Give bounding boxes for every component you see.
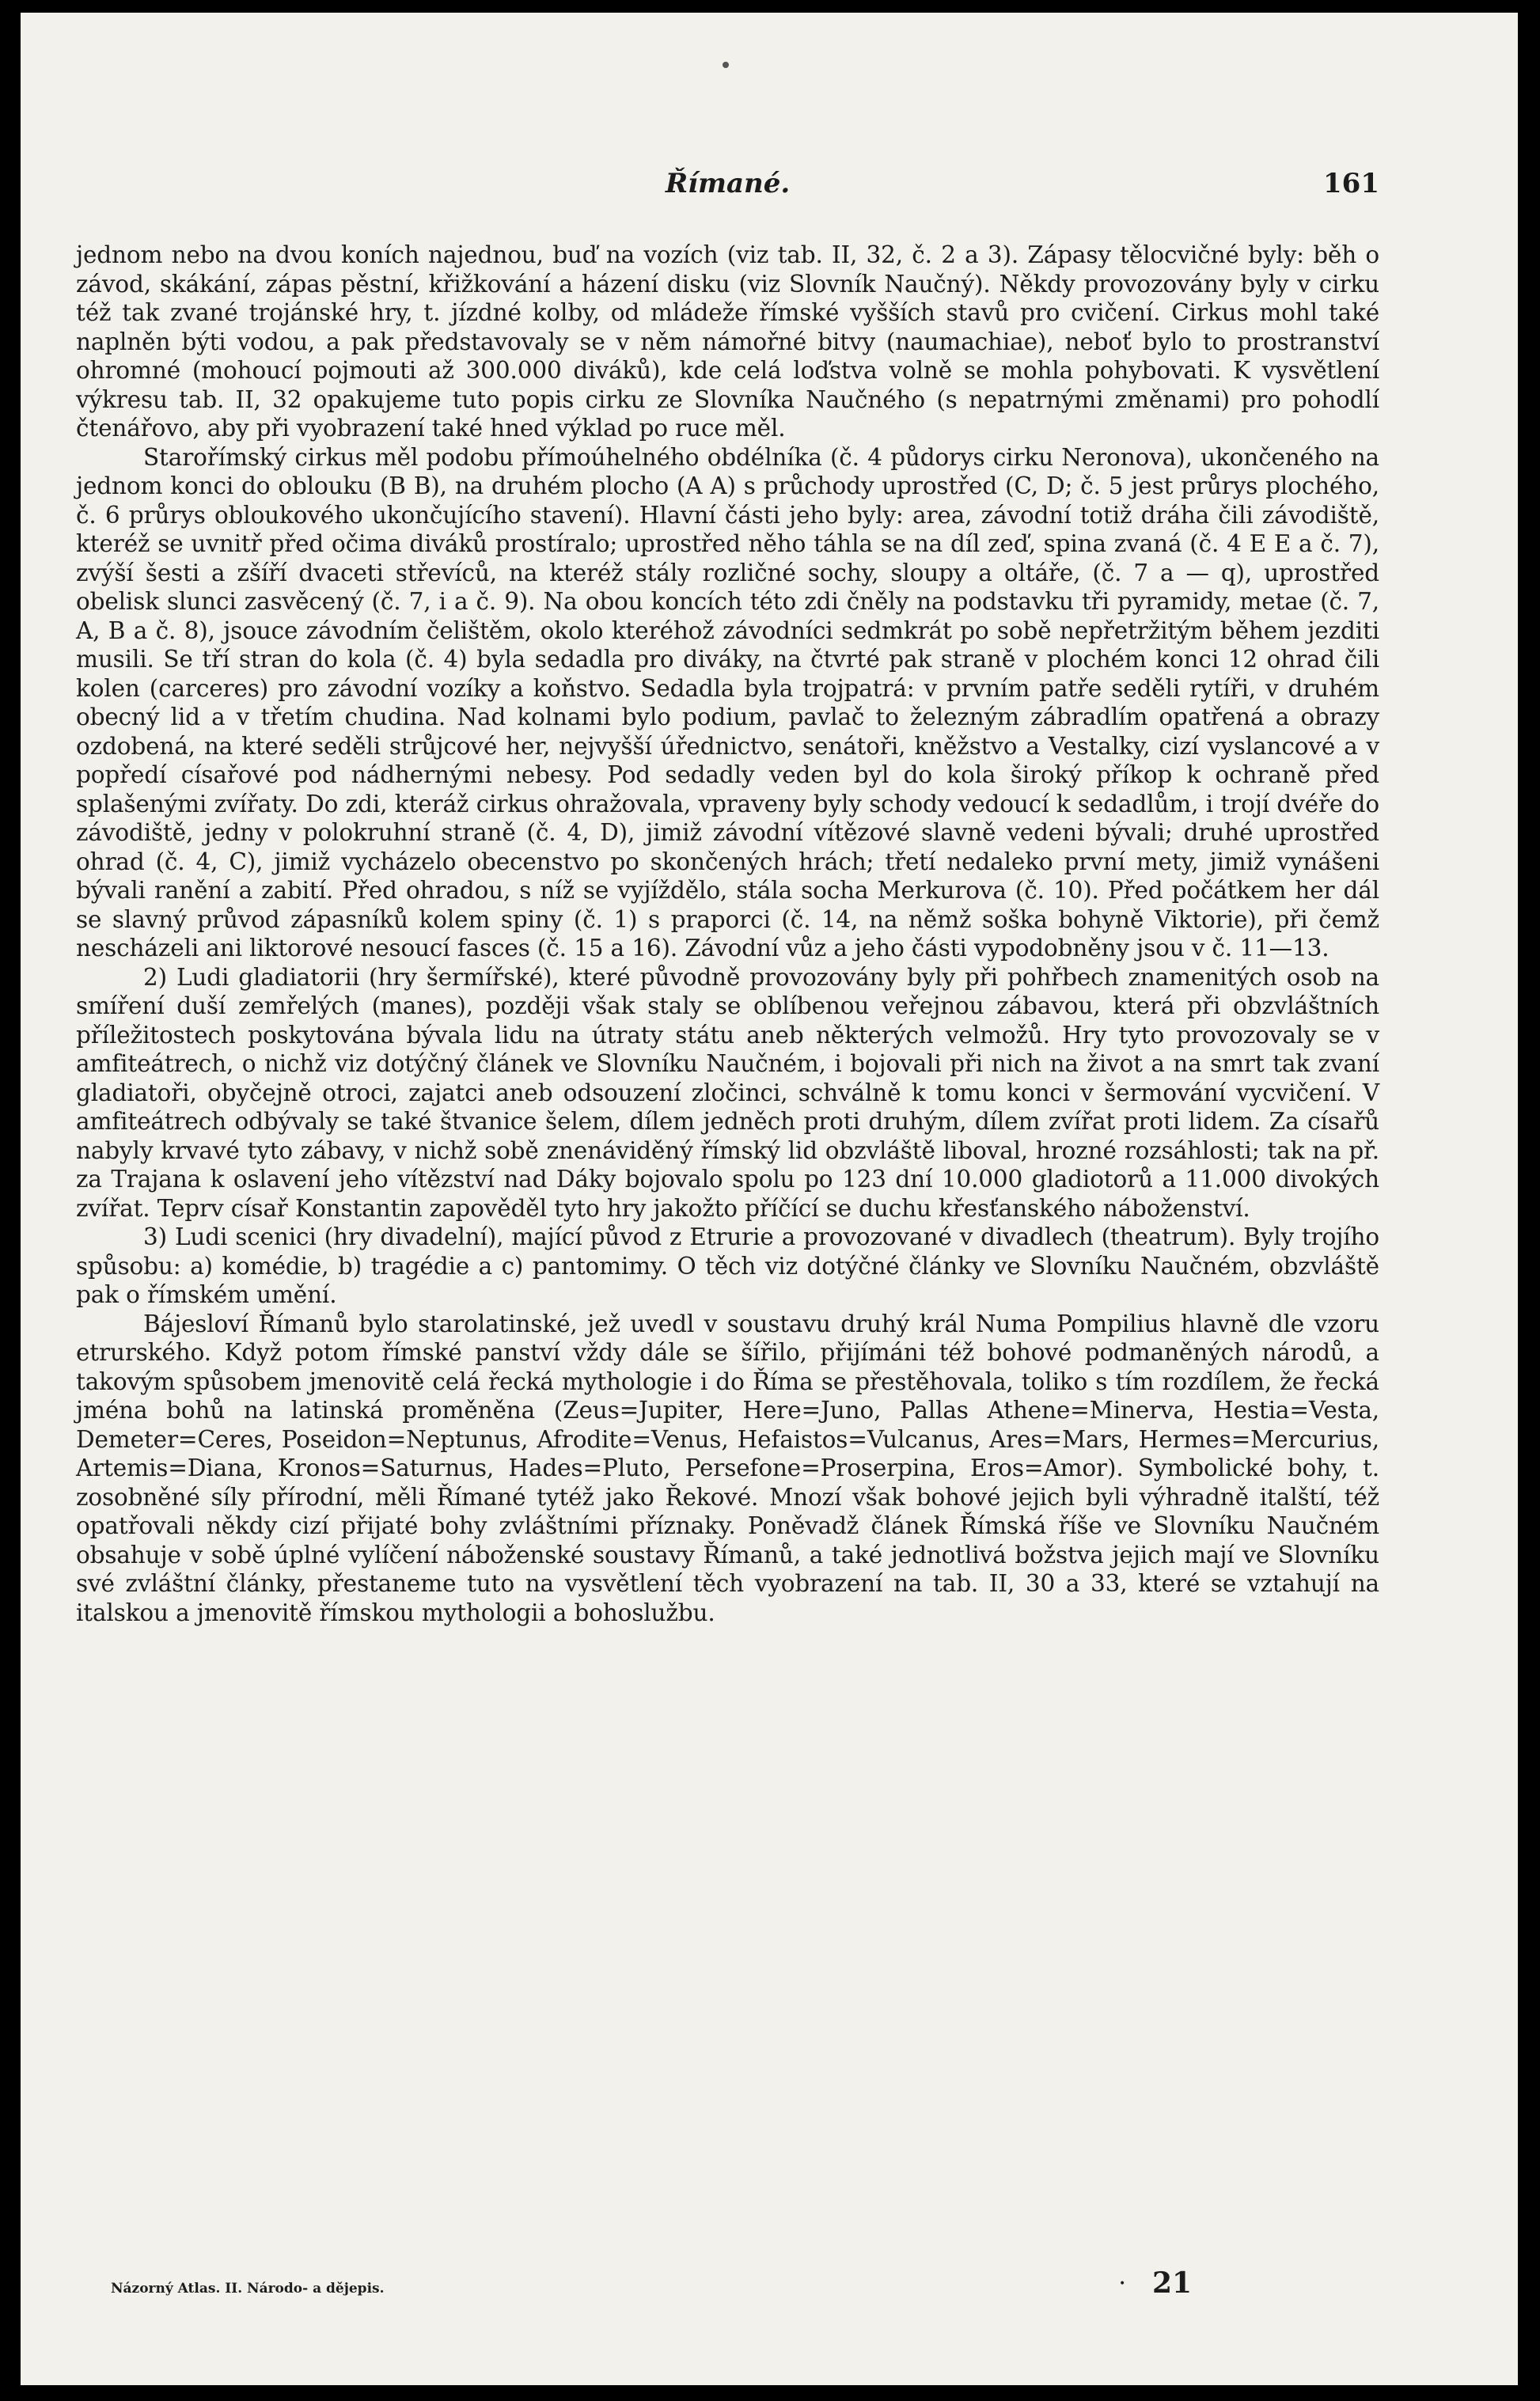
page-number: 161 [1323,168,1379,199]
running-header [76,168,1379,207]
book-page [21,13,1518,2385]
running-title: Římané. [665,168,791,199]
ink-dot [723,62,729,68]
paragraph-gladiator-games: 2) Ludi gladiatorii (hry šermířské), které původně provozovány byly při pohřbech znamenitých osob na smíření duší zemřelých (manes), později však staly se oblíbenou veřejnou zábavou, která při obzvláštních příležitostech poskytována bývala lidu na útraty státu aneb některých velmožů. Hry tyto provozovaly se v amfiteátrech, o nichž viz dotýčný článek ve Slovníku Naučném, i bojovali při nich na život a na smrt tak zvaní gladiatoři, obyčejně otroci, zajatci aneb odsouzení zločinci, schválně k tomu konci v šermování vycvičení. V amfiteátrech odbývaly se také štvanice šelem, dílem jedněch proti druhým, dílem zvířat proti lidem. Za císařů nabyly krvavé tyto zábavy, v nichž sobě znenáviděný římský lid obzvláště liboval, hrozné rozsáhlosti; tak na př. za Trajana k oslavení jeho vítězství nad Dáky bojovalo spolu po 123 dní 10.000 gladiotorů a 11.000 divokých zvířat. Teprv císař Konstantin zapověděl tyto hry jakožto příčící se duchu křesťanského náboženství. [76,963,1379,1222]
footer-mark: • [1119,2278,1126,2290]
paragraph-mythology: Bájesloví Římanů bylo starolatinské, jež uvedl v soustavu druhý král Numa Pompilius hlavně dle vzoru etrurského. Když potom římské panství vždy dále se šířilo, přijímáni též bohové podmaněných národů, a takovým spůsobem jmenovitě celá řecká mythologie i do Říma se přestěhovala, toliko s tím rozdílem, že řecká jména bohů na latinská proměněna (Zeus=Jupiter, Here=Juno, Pallas Athene=Minerva, Hestia=Vesta, Demeter=Ceres, Poseidon=Neptunus, Afrodite=Venus, Hefaistos=Vulcanus, Ares=Mars, Hermes=Mercurius, Artemis=Diana, Kronos=Saturnus, Hades=Pluto, Persefone=Proserpina, Eros=Amor). Symbolické bohy, t. zosobněné síly přírodní, měli Římané tytéž jako Řekové. Mnozí však bohové jejich byli výhradně italští, též opatřovali někdy cizí přijaté bohy zvláštními příznaky. Poněvadž článek Římská říše ve Slovníku Naučném obsahuje v sobě úplné vylíčení náboženské soustavy Římanů, a také jednotlivá božstva jejich mají ve Slovníku své zvláštní články, přestaneme tuto na vysvětlení těch vyobrazení na tab. II, 30 a 33, které se vztahují na italskou a jmenovitě římskou mythologii a bohoslužbu. [76,1310,1379,1626]
page-footer [76,2266,1379,2301]
signature-number: 21 [1152,2266,1193,2300]
paragraph-theatre-games: 3) Ludi scenici (hry divadelní), mající původ z Etrurie a provozované v divadlech (theatrum). Byly trojího spůsobu: a) komédie, b) tragédie a c) pantomimy. O těch viz dotýčné články ve Slovníku Naučném, obzvláště pak o římském umění. [76,1223,1379,1308]
body-text [76,241,1379,1627]
paragraph-circus-games: jednom nebo na dvou koních najednou, buď na vozích (viz tab. II, 32, č. 2 a 3). Zápasy tělocvičné byly: běh o závod, skákání, zápas pěstní, křižkování a házení disku (viz Slovník Naučný). Někdy provozovány byly v cirku též tak zvané trojánské hry, t. jízdné kolby, od mládeže římské vyšších stavů pro cvičení. Cirkus mohl také naplněn býti vodou, a pak představovaly se v něm námořné bitvy (naumachiae), neboť bylo to prostranství ohromné (mohoucí pojmouti až 300.000 diváků), kde celá loďstva volně se mohla pohybovati. K vysvětlení výkresu tab. II, 32 opakujeme tuto popis cirku ze Slovníka Naučného (s nepatrnými změnami) pro pohodlí čtenářovo, aby při vyobrazení také hned výklad po ruce měl. [76,241,1379,442]
paragraph-circus-description: Starořímský cirkus měl podobu přímoúhelného obdélníka (č. 4 půdorys cirku Neronova), ukončeného na jednom konci do oblouku (B B), na druhém plocho (A A) s průchody uprostřed (C, D; č. 5 jest průrys plochého, č. 6 průrys obloukového ukončujícího stavení). Hlavní části jeho byly: area, závodní totiž dráha čili závodiště, kteréž se uvnitř před očima diváků prostíralo; uprostřed něho táhla se na díl zeď, spina zvaná (č. 4 E E a č. 7), zvýší šesti a zšíří dvaceti střevíců, na kteréž stály rozličné sochy, sloupy a oltáře, (č. 7 a — q), uprostřed obelisk slunci zasvěcený (č. 7, i a č. 9). Na obou koncích této zdi čněly na podstavku tři pyramidy, metae (č. 7, A, B a č. 8), jsouce závodním čelištěm, okolo kteréhož závodníci sedmkrát po sobě nepřetržitým během jezditi musili. Se tří stran do kola (č. 4) byla sedadla pro diváky, na čtvrté pak straně v plochém konci 12 ohrad čili kolen (carceres) pro závodní vozíky a koňstvo. Sedadla byla trojpatrá: v prvním patře seděli rytíři, v druhém obecný lid a v třetím chudina. Nad kolnami bylo podium, pavlač to železným zábradlím opatřená a obrazy ozdobená, na které seděli strůjcové her, nejvyšší úřednictvo, senátoři, kněžstvo a Vestalky, cizí vyslancové a v popředí císařové pod nádhernými nebesy. Pod sedadly veden byl do kola široký příkop k ochraně před splašenými zvířaty. Do zdi, kteráž cirkus ohražovala, vpraveny byly schody vedoucí k sedadlům, i trojí dvéře do závodiště, jedny v polokruhní straně (č. 4, D), jimiž závodní vítězové slavně vedeni bývali; druhé uprostřed ohrad (č. 4, C), jimiž vycházelo obecenstvo po skončených hrách; třetí nedaleko první mety, jimiž vynášeni bývali ranění a zabití. Před ohradou, s níž se vyjíždělo, stála socha Merkurova (č. 10). Před počátkem her dál se slavný průvod zápasníků kolem spiny (č. 1) s praporci (č. 14, na němž soška bohyně Viktorie), při čemž nescházeli ani liktorové nesoucí fasces (č. 15 a 16). Závodní vůz a jeho části vypodobněny jsou v č. 11—13. [76,443,1379,962]
footer-source: Názorný Atlas. II. Národo- a dějepis. [111,2281,385,2297]
